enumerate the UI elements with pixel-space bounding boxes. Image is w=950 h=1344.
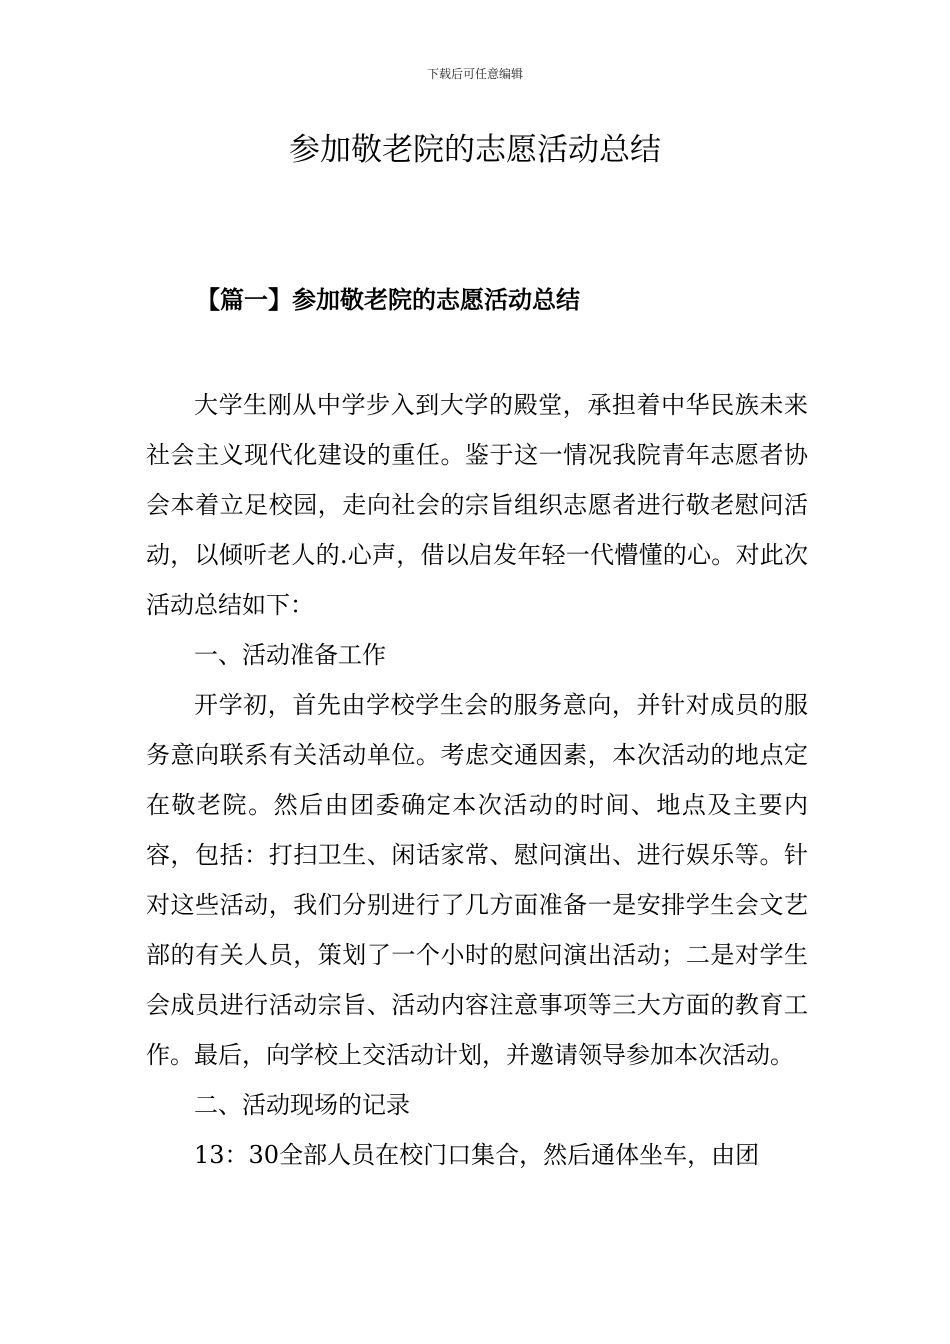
subheading-preparation: 一、活动准备工作 xyxy=(194,641,386,669)
document-body xyxy=(146,380,808,1180)
document-title: 参加敬老院的志愿活动总结 xyxy=(289,132,661,168)
subheading-record: 二、活动现场的记录 xyxy=(194,1091,410,1119)
paragraph-preparation: 开学初，首先由学校学生会的服务意向，并针对成员的服务意向联系有关活动单位。考虑交通因素，本次活动的地点定在敬老院。然后由团委确定本次活动的时间、地点及主要内容，包括：打扫卫生、闲话家常、慰问演出、进行娱乐等。针对这些活动，我们分别进行了几方面准备一是安排学生会文艺部的有关人员，策划了一个小时的慰问演出活动；二是对学生会成员进行活动宗旨、活动内容注意事项等三大方面的教育工作。最后，向学校上交活动计划，并邀请领导参加本次活动。 xyxy=(146,691,808,1069)
paragraph-record: 13：30全部人员在校门口集合，然后通体坐车，由团 xyxy=(194,1141,760,1169)
paragraph-intro: 大学生刚从中学步入到大学的殿堂，承担着中华民族未来社会主义现代化建设的重任。鉴于这一情况我院青年志愿者协会本着立足校园，走向社会的宗旨组织志愿者进行敬老慰问活动，以倾听老人的.心声，借以启发年轻一代懵懂的心。对此次活动总结如下： xyxy=(146,391,808,619)
section-heading: 【篇一】参加敬老院的志愿活动总结 xyxy=(196,285,580,314)
header-note: 下载后可任意编辑 xyxy=(426,67,523,81)
